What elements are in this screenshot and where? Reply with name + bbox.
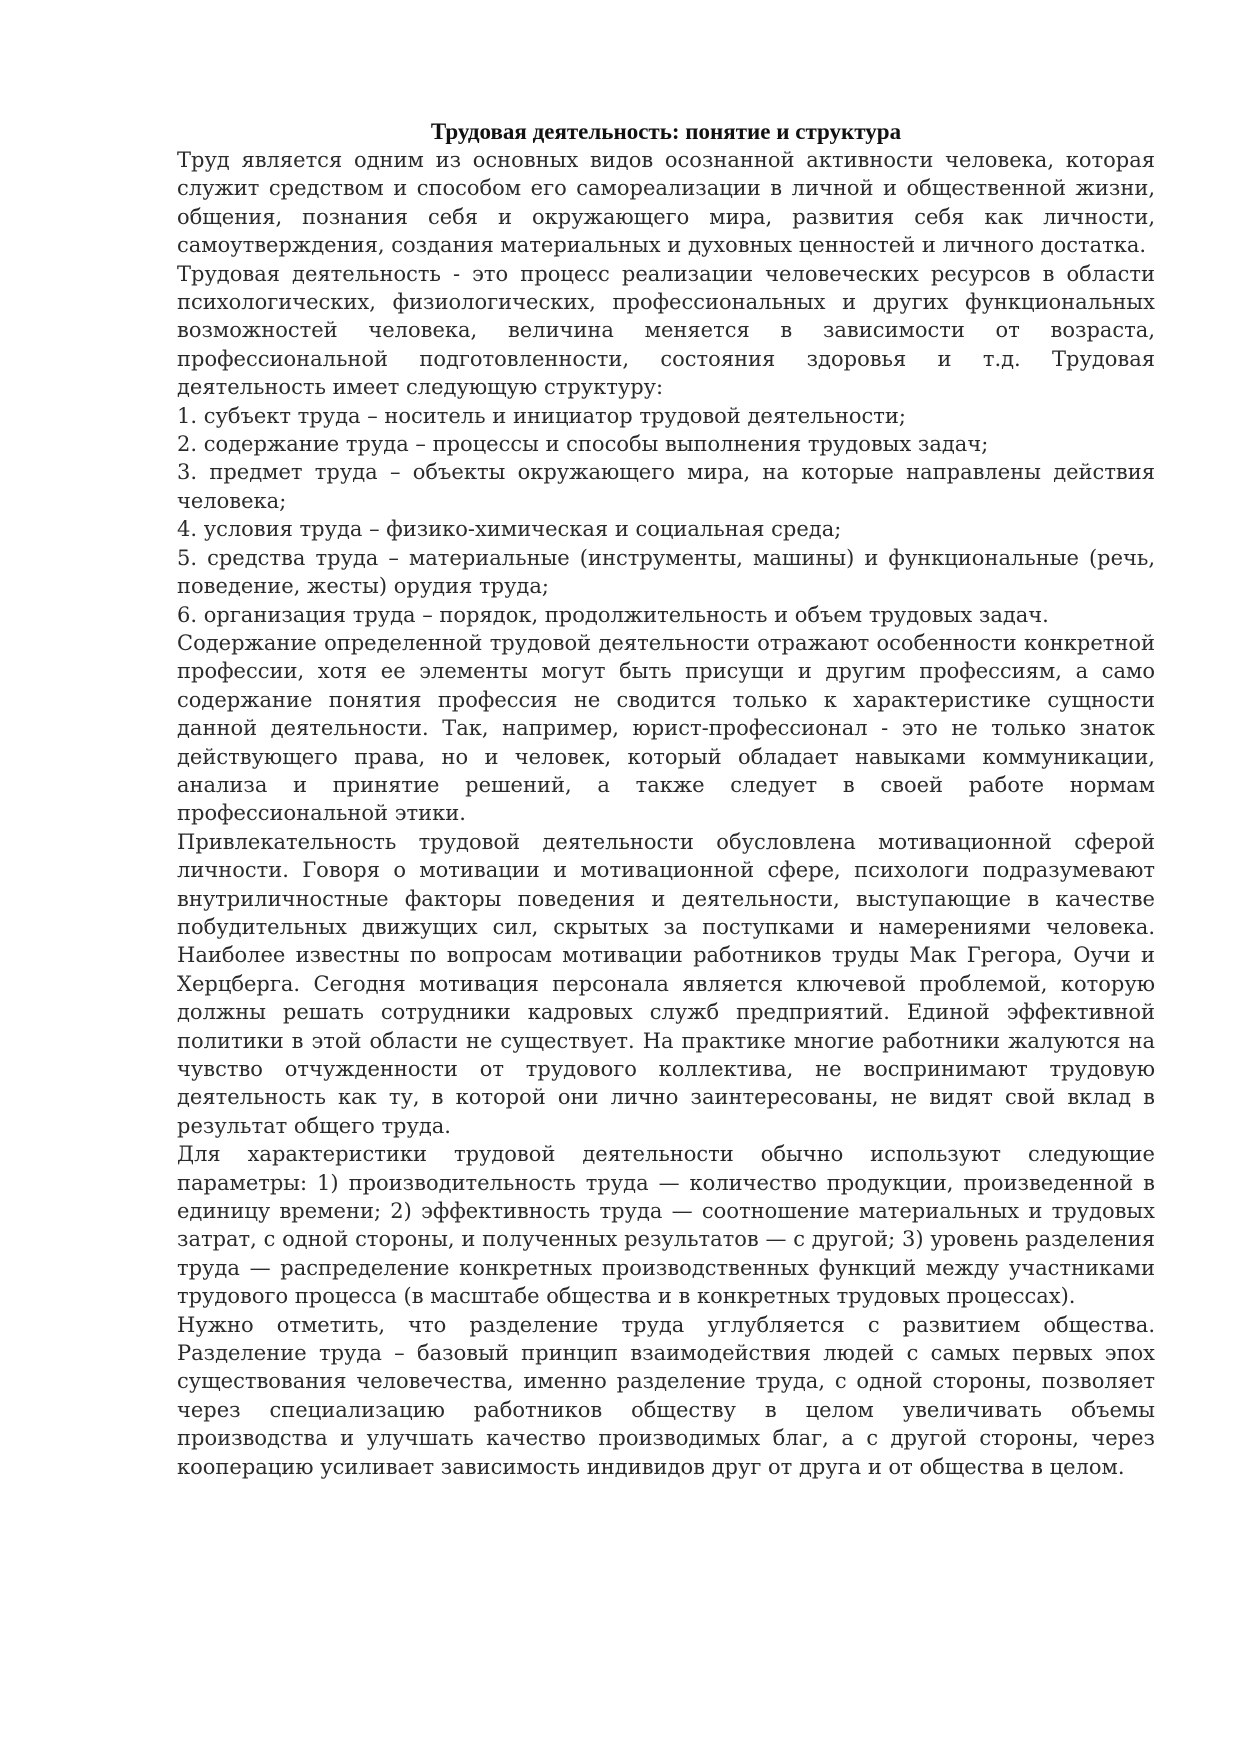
structure-list	[177, 402, 1155, 629]
list-item: 1. субъект труда – носитель и инициатор трудовой деятельности;	[177, 403, 906, 428]
paragraph-parameters: Для характеристики трудовой деятельности обычно используют следующие параметры: 1) производительность труда — количество продукции, произведенной в единицу времени; 2) эффективность труда — соотношение материальных и трудовых затрат, с одной стороны, и полученных результатов — с другой; 3) уровень разделения труда — распределение конкретных производственных функций между участниками трудового процесса (в масштабе общества и в конкретных трудовых процессах).	[177, 1142, 1155, 1309]
list-item: 4. условия труда – физико-химическая и социальная среда;	[177, 517, 842, 542]
list-item: 3. предмет труда – объекты окружающего мира, на которые направлены действия человека;	[177, 460, 1155, 513]
document-title: Трудовая деятельность: понятие и структура	[430, 119, 902, 144]
list-item: 5. средства труда – материальные (инструменты, машины) и функциональные (речь, поведение, жесты) орудия труда;	[177, 545, 1155, 599]
paragraph-motivation: Привлекательность трудовой деятельности обусловлена мотивационной сферой личности. Говоря о мотивации и мотивационной сфере, психологи подразумевают внутриличностные факторы поведения и деятельности, выступающие в качестве побудительных движущих сил, скрытых за поступками и намерениями человека. Наиболее известны по вопросам мотивации работников труды Мак Грегора, Оучи и Херцберга. Сегодня мотивация персонала является ключевой проблемой, которую должны решать сотрудники кадровых служб предприятий. Единой эффективной политики в этой области не существует. На практике многие работники жалуются на чувство отчужденности от трудового коллектива, не воспринимают трудовую деятельность как ту, в которой они лично заинтересованы, не видят свой вклад в результат общего труда.	[177, 829, 1155, 1138]
paragraph-division-of-labor: Нужно отметить, что разделение труда углубляется с развитием общества. Разделение труда – базовый принцип взаимодействия людей с самых первых эпох существования человечества, именно разделение труда, с одной стороны, позволяет через специализацию работников обществу в целом увеличивать объемы производства и улучшать качество производимых благ, а с другой стороны, через кооперацию усиливает зависимость индивидов друг от друга и от общества в целом.	[177, 1312, 1155, 1479]
document-body	[177, 118, 1155, 1481]
paragraph-intro-2: Трудовая деятельность - это процесс реализации человеческих ресурсов в области психологических, физиологических, профессиональных и других функциональных возможностей человека, величина меняется в зависимости от возраста, профессиональной подготовленности, состояния здоровья и т.д. Трудовая деятельность имеет следующую структуру:	[177, 261, 1155, 400]
list-item: 6. организация труда – порядок, продолжительность и объем трудовых задач.	[177, 602, 1049, 627]
paragraph-content: Содержание определенной трудовой деятельности отражают особенности конкретной профессии, хотя ее элементы могут быть присущи и другим профессиям, а само содержание понятия профессия не сводится только к характеристике сущности данной деятельности. Так, например, юрист-профессионал - это не только знаток действующего права, но и человек, который обладает навыками коммуникации, анализа и принятие решений, а также следует в своей работе нормам профессиональной этики.	[177, 630, 1155, 826]
list-item: 2. содержание труда – процессы и способы выполнения трудовых задач;	[177, 432, 989, 457]
paragraph-intro-1: Труд является одним из основных видов осознанной активности человека, которая служит средством и способом его самореализации в личной и общественной жизни, общения, познания себя и окружающего мира, развития себя как личности, самоутверждения, создания материальных и духовных ценностей и личного достатка.	[177, 148, 1155, 258]
